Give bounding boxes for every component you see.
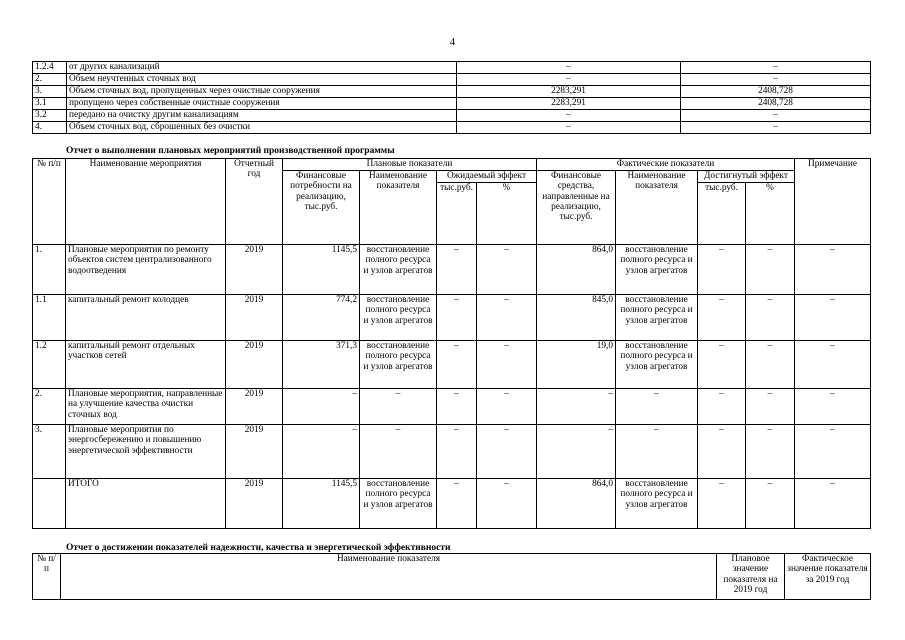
report-year: 2019 (226, 425, 283, 479)
activity-name: Плановые мероприятия, направленные на улучшение качества очистки сточных вод (66, 389, 226, 425)
row-number: 3.1 (33, 98, 67, 110)
achieved-effect-pct: – (746, 389, 795, 425)
row-number: 1.2.4 (33, 62, 67, 74)
row-name: Объем сточных вод, сброшенных без очистки (67, 122, 457, 134)
row-value-plan: – (457, 62, 681, 74)
achieved-effect-pct: – (746, 479, 795, 529)
financial-need: – (283, 389, 360, 425)
row-number: 4. (33, 122, 67, 134)
activity-name: капитальный ремонт колодцев (66, 295, 226, 341)
table-row (33, 425, 871, 479)
expected-effect-tys: – (437, 295, 477, 341)
report-year: 2019 (226, 245, 283, 295)
program-report-title: Отчет о выполнении плановых мероприятий производственной программы (66, 146, 395, 156)
indicator-name-actual: восстановление полного ресурса и узлов агрегатов (616, 295, 698, 341)
row-name: пропущено через собственные очистные сооружения (67, 98, 457, 110)
program-report-table (32, 158, 871, 529)
report-year: 2019 (226, 295, 283, 341)
row-value-fact: 2408,728 (681, 98, 871, 110)
row-name: Объем неучтенных сточных вод (67, 74, 457, 86)
activity-name: капитальный ремонт отдельных участков сетей (66, 341, 226, 389)
indicator-name: – (360, 389, 437, 425)
activity-name: Плановые мероприятия по энергосбережению и повышению энергетической эффективности (66, 425, 226, 479)
financial-spent: 19,0 (537, 341, 616, 389)
note: – (795, 295, 871, 341)
header-fin-spent: Финансовые средства, направленные на реализацию, тыс.руб. (537, 171, 616, 245)
row-value-fact: – (681, 122, 871, 134)
row-number: 2. (33, 389, 66, 425)
table-row (33, 86, 871, 98)
header-indicator-name: Наименование показателя (360, 171, 437, 245)
table-row (33, 341, 871, 389)
financial-spent: 864,0 (537, 479, 616, 529)
indicator-name-actual: – (616, 425, 698, 479)
financial-spent: 864,0 (537, 245, 616, 295)
achieved-effect-pct: – (746, 295, 795, 341)
note: – (795, 389, 871, 425)
expected-effect-tys: – (437, 479, 477, 529)
expected-effect-pct: – (477, 479, 537, 529)
row-number (33, 479, 66, 529)
activity-name: ИТОГО (66, 479, 226, 529)
row-value-fact: 2408,728 (681, 86, 871, 98)
row-value-plan: – (457, 122, 681, 134)
achieved-effect-tys: – (698, 479, 746, 529)
row-number: 2. (33, 74, 67, 86)
row-value-fact: – (681, 62, 871, 74)
row-value-plan: – (457, 74, 681, 86)
indicator-name: восстановление полного ресурса и узлов агрегатов (360, 341, 437, 389)
indicator-name: восстановление полного ресурса и узлов агрегатов (360, 479, 437, 529)
header-achieved-effect: Достигнутый эффект (698, 171, 795, 183)
expected-effect-pct: – (477, 245, 537, 295)
indicator-name-actual: восстановление полного ресурса и узлов агрегатов (616, 341, 698, 389)
indicator-name-actual: – (616, 389, 698, 425)
note: – (795, 245, 871, 295)
achieved-effect-tys: – (698, 245, 746, 295)
header-indicator-name-2: Наименование показателя (616, 171, 698, 245)
expected-effect-tys: – (437, 341, 477, 389)
row-number: 3. (33, 425, 66, 479)
table-row (33, 389, 871, 425)
header-expected-tys: тыс.руб. (437, 183, 477, 245)
note: – (795, 341, 871, 389)
achieved-effect-pct: – (746, 245, 795, 295)
expected-effect-pct: – (477, 425, 537, 479)
reliability-report-title: Отчет о достижении показателей надежности, качества и энергетической эффективности (66, 543, 451, 553)
table-row (33, 122, 871, 134)
table-row (33, 295, 871, 341)
header-expected-pct: % (477, 183, 537, 245)
achieved-effect-tys: – (698, 341, 746, 389)
financial-need: 1145,5 (283, 245, 360, 295)
row-value-fact: – (681, 74, 871, 86)
header-actual: Фактические показатели (537, 159, 795, 171)
report-year: 2019 (226, 341, 283, 389)
header-num: № п/п (33, 159, 66, 245)
achieved-effect-pct: – (746, 341, 795, 389)
indicator-name-actual: восстановление полного ресурса и узлов агрегатов (616, 245, 698, 295)
expected-effect-pct: – (477, 341, 537, 389)
header-expected-effect: Ожидаемый эффект (437, 171, 537, 183)
expected-effect-tys: – (437, 245, 477, 295)
header-fin-need: Финансовые потребности на реализацию, тыс.руб. (283, 171, 360, 245)
financial-spent: 845,0 (537, 295, 616, 341)
table-row (33, 62, 871, 74)
note: – (795, 425, 871, 479)
row-number: 1.1 (33, 295, 66, 341)
indicator-name: – (360, 425, 437, 479)
header-achieved-tys: тыс.руб. (698, 183, 746, 245)
note: – (795, 479, 871, 529)
t3-header-indicator-name: Наименование показателя (61, 554, 717, 600)
indicator-name: восстановление полного ресурса и узлов агрегатов (360, 295, 437, 341)
table-row (33, 98, 871, 110)
financial-need: 1145,5 (283, 479, 360, 529)
achieved-effect-tys: – (698, 425, 746, 479)
report-year: 2019 (226, 479, 283, 529)
row-name: передано на очистку другим канализациям (67, 110, 457, 122)
financial-need: – (283, 425, 360, 479)
reliability-table (32, 553, 871, 600)
financial-spent: – (537, 389, 616, 425)
header-achieved-pct: % (746, 183, 795, 245)
row-value-plan: – (457, 110, 681, 122)
page-number: 4 (449, 36, 456, 48)
expected-effect-tys: – (437, 425, 477, 479)
header-activity-name: Наименование мероприятия (66, 159, 226, 245)
achieved-effect-tys: – (698, 295, 746, 341)
t3-header-fact: Фактическое значение показателя за 2019 год (785, 554, 871, 600)
row-number: 3. (33, 86, 67, 98)
table-row (33, 110, 871, 122)
row-number: 1. (33, 245, 66, 295)
row-value-plan: 2283,291 (457, 98, 681, 110)
table-row (33, 74, 871, 86)
row-number: 1.2 (33, 341, 66, 389)
expected-effect-tys: – (437, 389, 477, 425)
header-report-year: Отчетный год (226, 159, 283, 245)
row-value-fact: – (681, 110, 871, 122)
table-row (33, 245, 871, 295)
row-value-plan: 2283,291 (457, 86, 681, 98)
expected-effect-pct: – (477, 389, 537, 425)
achieved-effect-pct: – (746, 425, 795, 479)
activity-name: Плановые мероприятия по ремонту объектов систем централизованного водоотведения (66, 245, 226, 295)
header-note: Примечание (795, 159, 871, 245)
financial-spent: – (537, 425, 616, 479)
expected-effect-pct: – (477, 295, 537, 341)
financial-need: 774,2 (283, 295, 360, 341)
indicator-name-actual: восстановление полного ресурса и узлов агрегатов (616, 479, 698, 529)
t3-header-num: № п/п (33, 554, 61, 600)
table-row (33, 479, 871, 529)
row-name: от других канализаций (67, 62, 457, 74)
sewage-volume-table (32, 61, 871, 134)
financial-need: 371,3 (283, 341, 360, 389)
report-year: 2019 (226, 389, 283, 425)
row-name: Объем сточных вод, пропущенных через очистные сооружения (67, 86, 457, 98)
header-planned: Плановые показатели (283, 159, 537, 171)
achieved-effect-tys: – (698, 389, 746, 425)
t3-header-plan: Плановое значение показателя на 2019 год (717, 554, 785, 600)
row-number: 3.2 (33, 110, 67, 122)
indicator-name: восстановление полного ресурса и узлов агрегатов (360, 245, 437, 295)
